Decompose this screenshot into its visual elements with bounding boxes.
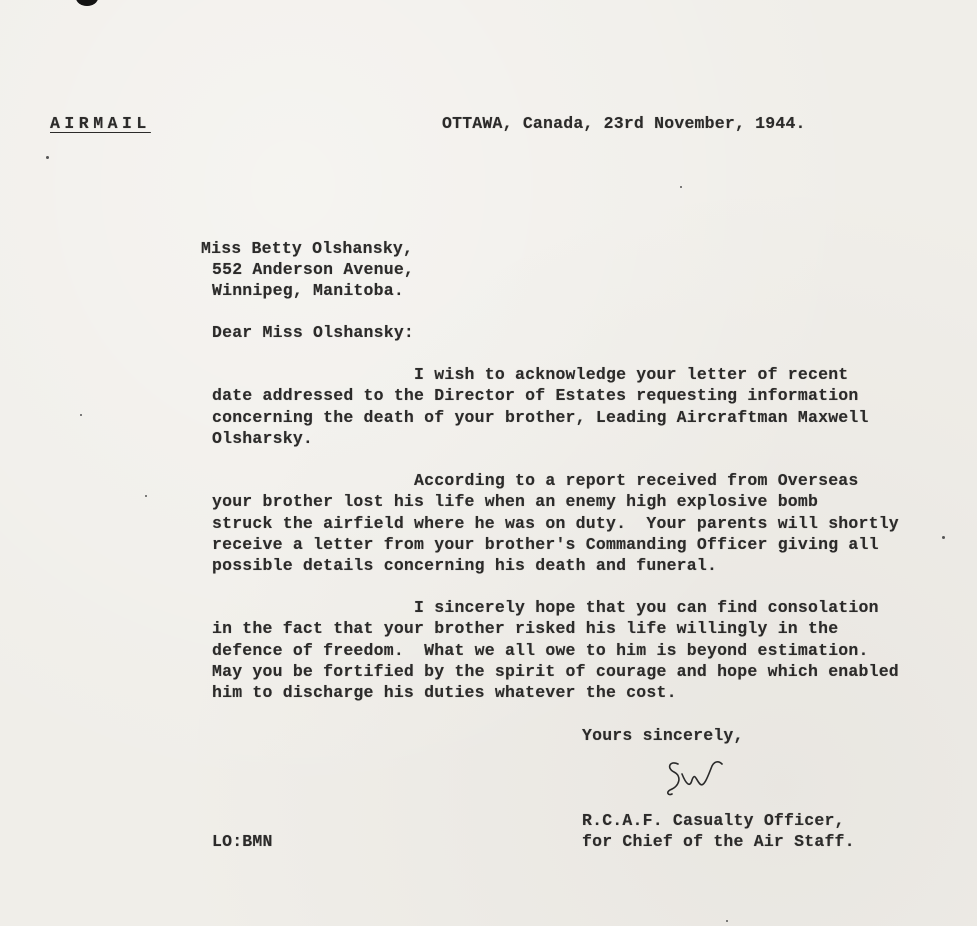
- paper-speck: [726, 920, 728, 922]
- recipient-city: Winnipeg, Manitoba.: [212, 281, 404, 300]
- salutation: Dear Miss Olshansky:: [212, 323, 415, 342]
- airmail-label: AIRMAIL: [50, 114, 151, 133]
- handwritten-signature: [662, 750, 726, 800]
- ink-smudge: [76, 0, 98, 6]
- signatory-title: R.C.A.F. Casualty Officer,: [582, 811, 845, 830]
- closing: Yours sincerely,: [582, 726, 744, 745]
- body-paragraph-2: According to a report received from Overseas your brother lost his life when an enemy high explosive bomb struck the airfield where he was on duty. Your parents will shortly receive a letter from your brother's Commanding Officer giving all possible details concerning his death and funeral.: [212, 471, 899, 576]
- recipient-name: Miss Betty Olshansky,: [201, 239, 414, 258]
- signatory-for: for Chief of the Air Staff.: [582, 832, 855, 851]
- paper-speck: [680, 186, 682, 188]
- paper-speck: [942, 536, 945, 539]
- paper-speck: [80, 414, 82, 416]
- paper-speck: [46, 156, 49, 159]
- body-paragraph-3: I sincerely hope that you can find consolation in the fact that your brother risked his life willingly in the defence of freedom. What we all owe to him is beyond estimation. May you be fortified by the spirit of courage and hope which enabled him to discharge his duties whatever the cost.: [212, 598, 899, 703]
- recipient-street: 552 Anderson Avenue,: [212, 260, 415, 279]
- reference-initials: LO:BMN: [212, 832, 273, 851]
- dateline: OTTAWA, Canada, 23rd November, 1944.: [442, 114, 806, 133]
- body-paragraph-1: I wish to acknowledge your letter of recent date addressed to the Director of Estates requesting information concerning the death of your brother, Leading Aircraftman Maxwell Olsharsky.: [212, 365, 869, 448]
- paper-speck: [145, 495, 147, 497]
